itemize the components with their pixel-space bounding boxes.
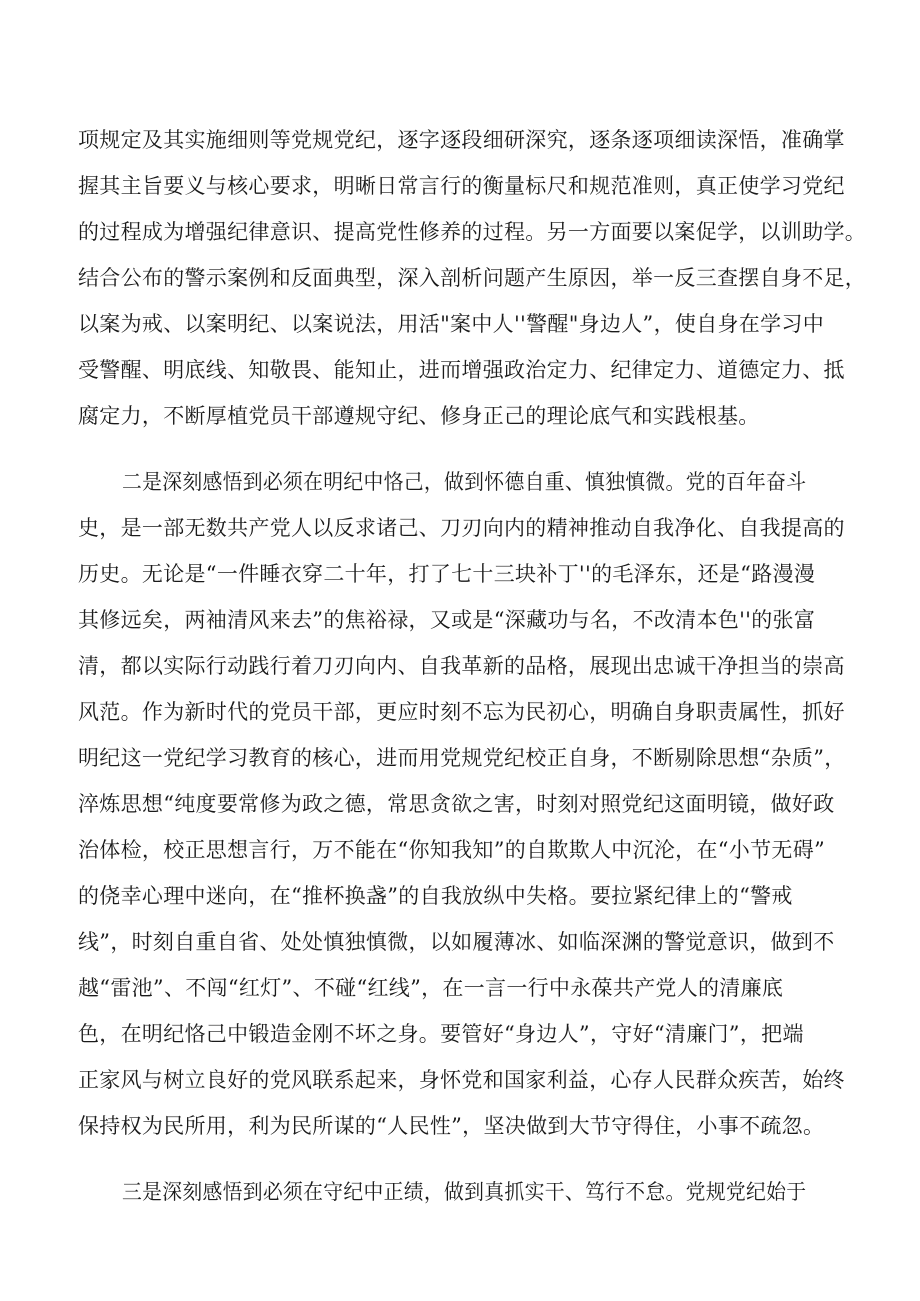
text-line: 色，在明纪恪己中锻造金刚不坏之身。要管好“身边人”，守好“清廉门”，把端 [78,1022,804,1046]
text-line: 握其主旨要义与核心要求，明晰日常言行的衡量标尺和规范准则，真正使学习党纪 [78,174,845,198]
text-line: 受警醒、明底线、知敬畏、能知止，进而增强政治定力、纪律定力、道德定力、抵 [78,358,845,382]
text-line: 其修远矣，两袖清风来去”的焦裕禄，又或是“深藏功与名，不改清本色''的张富 [78,608,816,632]
text-line: 风范。作为新时代的党员干部，更应时刻不忘为民初心，明确自身职责属性，抓好 [78,700,845,724]
text-line: 明纪这一党纪学习教育的核心，进而用党规党纪校正自身，不断剔除思想“杂质”， [78,746,846,770]
text-line: 正家风与树立良好的党风联系起来，身怀党和国家利益，心存人民群众疾苦，始终 [78,1068,845,1092]
text-line: 线”，时刻自重自省、处处慎独慎微，以如履薄冰、如临深渊的警觉意识，做到不 [78,930,835,954]
text-line: 保持权为民所用，利为民所谋的“人民性”，坚决做到大节守得住，小事不疏忽。 [78,1114,825,1138]
text-line: 淬炼思想“纯度要常修为政之德，常思贪欲之害，时刻对照党纪这面明镜，做好政 [78,792,835,816]
text-line: 二是深刻感悟到必须在明纪中恪己，做到怀德自重、慎独慎微。党的百年奋斗 [122,470,807,494]
text-line: 治体检，校正思想言行，万不能在“你知我知”的自欺欺人中沉沦，在“小节无碍” [78,838,826,862]
text-line: 越“雷池”、不闯“红灯”、不碰“红线”，在一言一行中永葆共产党人的清廉底 [78,976,784,1000]
text-line: 结合公布的警示案例和反面典型，深入剖析问题产生原因，举一反三查摆自身不足， [78,266,867,290]
text-line: 清，都以实际行动践行着刀刃向内、自我革新的品格，展现出忠诚干净担当的崇高 [78,654,845,678]
text-line: 三是深刻感悟到必须在守纪中正绩，做到真抓实干、笃行不怠。党规党纪始于 [122,1180,807,1204]
text-line: 的过程成为增强纪律意识、提高党性修养的过程。另一方面要以案促学，以训助学。 [78,220,867,244]
text-line: 以案为戒、以案明纪、以案说法，用活"案中人''警醒"身边人”，使自身在学习中 [78,312,824,336]
text-line: 史，是一部无数共产党人以反求诸己、刀刃向内的精神推动自我净化、自我提高的 [78,516,845,540]
text-line: 历史。无论是“一件睡衣穿二十年，打了七十三块补丁''的毛泽东，还是“路漫漫 [78,562,816,586]
text-line: 腐定力，不断厚植党员干部遵规守纪、修身正己的理论底气和实践根基。 [78,404,760,428]
text-line: 项规定及其实施细则等党规党纪，逐字逐段细研深究，逐条逐项细读深悟，准确掌 [78,128,845,152]
text-line: 的侥幸心理中迷向，在“推杯换盏”的自我放纵中失格。要拉紧纪律上的“警戒 [78,884,793,908]
